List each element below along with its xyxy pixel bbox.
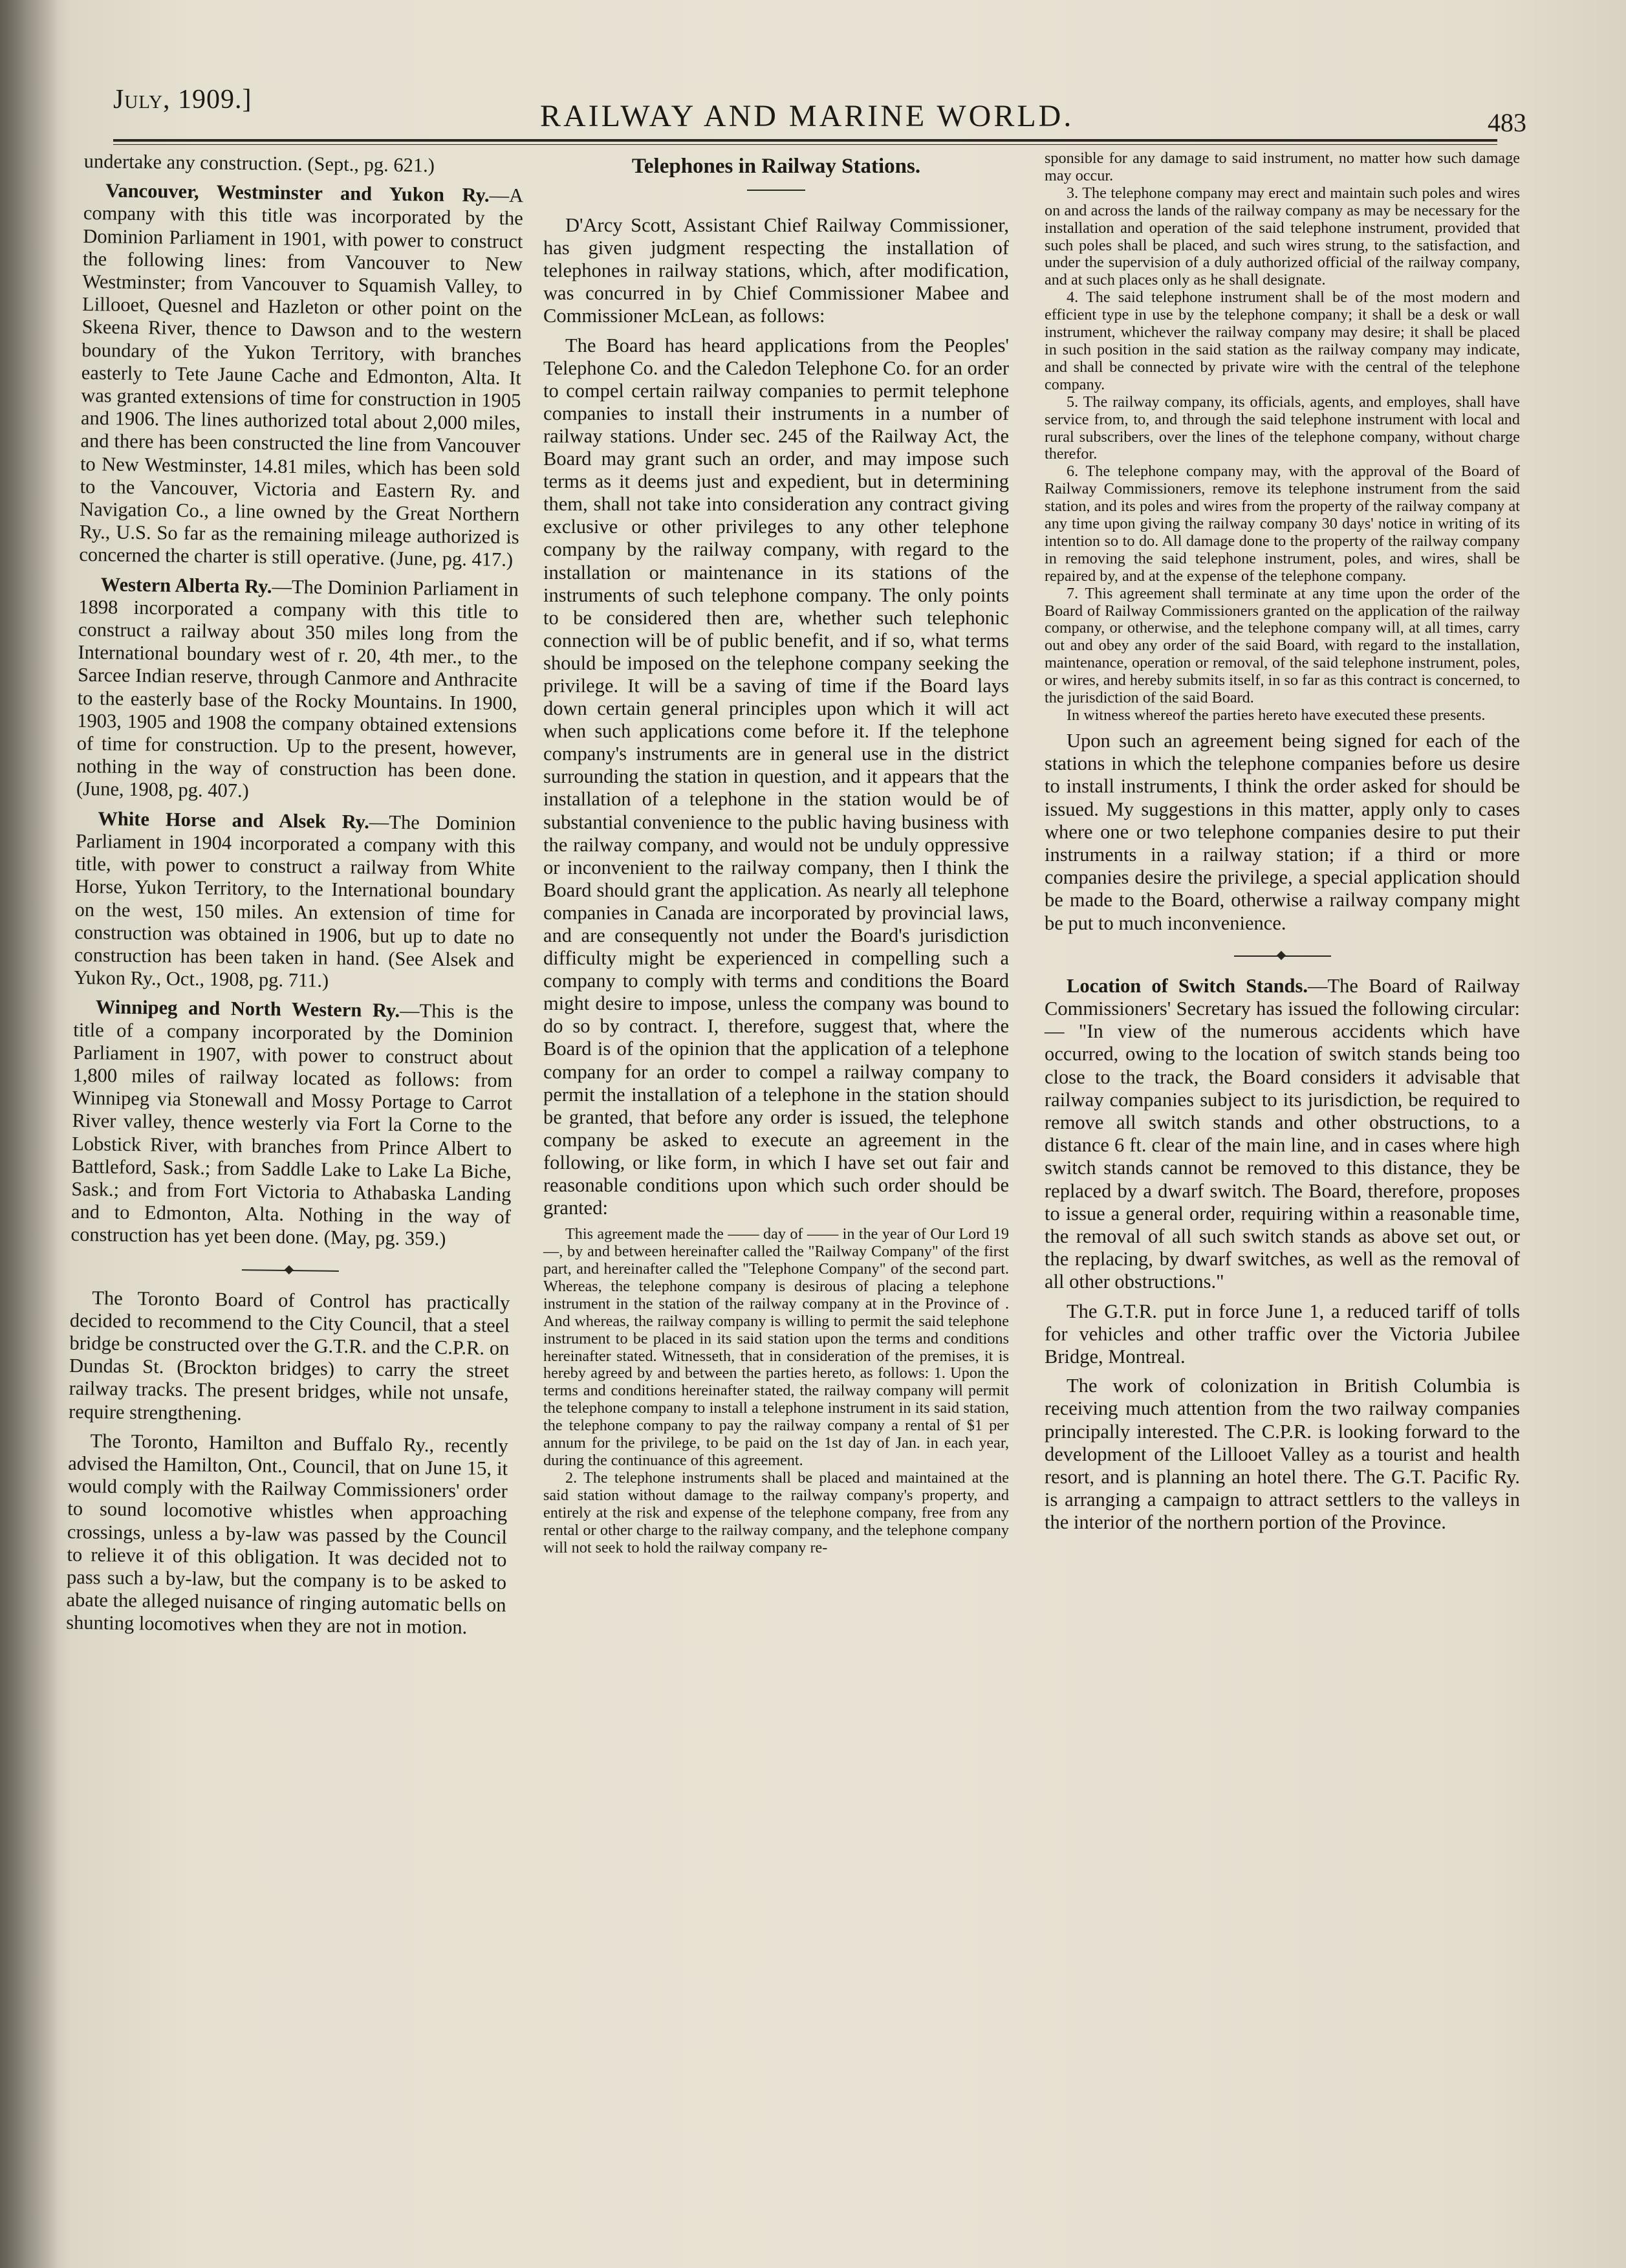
item-heading: White Horse and Alsek Ry. xyxy=(98,807,370,833)
paragraph-continuation: undertake any construction. (Sept., pg. 621.) xyxy=(83,150,435,177)
article-paragraph: The Board has heard applications from the Peoples' Telephone Co. and the Caledon Telephone Co. for an order to compel certain railway companies to permit telephone companies to install their instruments in a number of railway stations. Under sec. 245 of the Railway Act, the Board may grant such an order, and may impose such terms as it deems just and expedient, but in determining them, shall not take into consideration any contract giving exclusive or other privileges to any other telephone company by the railway company, with regard to the installation or maintenance in its stations of the instruments of such telephone company. The only points to be considered then are, whether such telephonic connection will be of public benefit, and if so, what terms should be imposed on the telephone company seeking the privilege. It will be a saving of time if the Board lays down certain general principles upon which it will act when such applications come before it. If the telephone company's instruments are in general use in the district surrounding the station in question, and it appears that the installation of a telephone in the station would be of substantial convenience to the public having business with the railway company, and would not be unduly oppressive or inconvenient to the railway company, then I think the Board should grant the application. As nearly all telephone companies in Canada are incorporated by provincial laws, and are consequently not under the Board's jurisdiction difficulty might be experienced in compelling such a company to comply with terms and conditions the Board might desire to impose, unless the company was bound to do so by contract. I, therefore, suggest that, where the Board is of the opinion that the application of a telephone company for an order to compel a railway company to permit the installation of a telephone in the station should be granted, that before any order is issued, the telephone company be asked to execute an agreement in the following, or like form, in which I have set out fair and reasonable conditions upon which such order should be granted: xyxy=(543,334,1009,1219)
item-toronto-hamilton: The Toronto, Hamilton and Buffalo Ry., recently advised the Hamilton, Ont., Council, that on June 15, it would comply with the Railway Commissioners' order to sound locomotive whistles when approaching crossings, unless a by-law was passed by the Council to relieve it of this obligation. It was decided not to pass such a by-law, but the company is to be asked to abate the alleged nuisance of ringing automatic bells on shunting locomotives when they are not in motion. xyxy=(65,1430,508,1639)
item-body: —The Board of Railway Commissioners' Secretary has issued the following circular:— "In view of the numerous accidents which have occurred, owing to the location of switch stands being too close to the track, the Board considers it advisable that railway companies subject to its jurisdiction, be required to remove all switch stands and other obstructions, to a distance 6 ft. clear of the main line, and in cases where high switch stands cannot be removed to this distance, they be replaced by a dwarf switch. The Board, therefore, proposes to issue a general order, requiring within a reasonable time, the removal of all such switch stands as above set out, or the replacing, by dwarf switches, as well as the removal of all other obstructions." xyxy=(1045,974,1520,1293)
agreement-paragraph: 6. The telephone company may, with the approval of the Board of Railway Commissioners, remove its telephone instrument from the said station, and its poles and wires from the property of the railway company at any time upon giving the railway company 30 days' notice in writing of its intention so to do. All damage done to the property of the railway company in removing the said telephone instrument, poles, and wires, shall be repaired by, and at the expense of the telephone company. xyxy=(1045,463,1520,585)
article-paragraph: Upon such an agreement being signed for each of the stations in which the telephone companies before us desire to install instruments, I think the order asked for should be issued. My suggestions in this matter, apply only to cases where one or two telephone companies desire to put their instruments in a railway station; if a third or more companies desire the privilege, a special application should be made to the Board, otherwise a railway company might be put to much inconvenience. xyxy=(1045,729,1520,934)
item-heading: Winnipeg and North Western Ry. xyxy=(95,996,400,1022)
article-paragraph: D'Arcy Scott, Assistant Chief Railway Commissioner, has given judgment respecting the installation of telephones in railway stations, which, after modification, was concurred in by Chief Commissioner Mabee and Commissioner McLean, as follows: xyxy=(543,214,1009,327)
column-right xyxy=(1045,150,1520,1541)
item-gtr-tariff: The G.T.R. put in force June 1, a reduced tariff of tolls for vehicles and other traffic over the Victoria Jubilee Bridge, Montreal. xyxy=(1045,1300,1520,1368)
column-middle xyxy=(543,150,1009,1556)
item-toronto-board: The Toronto Board of Control has practically decided to recommend to the City Council, that a steel bridge be constructed over the G.T.R. and the C.P.R. on Dundas St. (Brockton bridges) to carry the street railway tracks. The present bridges, while not unsafe, require strengthening. xyxy=(68,1286,510,1424)
page-number: 483 xyxy=(1488,108,1526,137)
agreement-paragraph: sponsible for any damage to said instrument, no matter how such damage may occur. xyxy=(1045,149,1520,184)
header-title: RAILWAY AND MARINE WORLD. xyxy=(540,99,1074,133)
column-left xyxy=(66,150,524,1646)
item-body: —This is the title of a company incorporated by the Dominion Parliament in 1907, with power to construct about 1,800 miles of railway located as follows: from Winnipeg via Stonewall and Mossy Portage to Carrot River valley, thence westerly via Fort la Corne to the Lobstick River, with branches from Prince Albert to Battleford, Sask.; from Saddle Lake to Lake La Biche, Sask.; and from Fort Victoria to Athabaska Landing and to Edmonton, Alta. Nothing in the way of construction has yet been done. (May, pg. 359.) xyxy=(70,999,514,1250)
item-heading: Vancouver, Westminster and Yukon Ry. xyxy=(105,179,490,206)
item-switch-stands xyxy=(1045,975,1520,1294)
header-rule xyxy=(113,139,1497,142)
header-rule-thin xyxy=(113,144,1497,145)
title-rule xyxy=(747,190,805,191)
item-heading: Western Alberta Ry. xyxy=(100,573,272,598)
agreement-paragraph: 7. This agreement shall terminate at any time upon the order of the Board of Railway Commissioners granted on the application of the railway company, or otherwise, and the telephone company will, at all times, carry out and obey any order of the said Board, with regard to the installation, maintenance, operation or removal, of the said telephone instrument, poles, or wires, and hereby submits itself, in so far as this contract is concerned, to the jurisdiction of the said Board. xyxy=(1045,584,1520,707)
agreement-paragraph: 3. The telephone company may erect and maintain such poles and wires on and across the lands of the railway company as may be necessary for the installation and operation of the said telephone instrument, provided that such poles shall be placed, and such wires strung, to the satisfaction, and under the supervision of a duly authorized official of the railway company, and at such places only as he shall designate. xyxy=(1045,184,1520,289)
item-colonization: The work of colonization in British Columbia is receiving much attention from the two railway companies principally interested. The C.P.R. is looking forward to the development of the Lillooet Valley as a tourist and health resort, and is planning an hotel there. The G.T. Pacific Ry. is arranging a campaign to attract settlers to the valleys in the interior of the northern portion of the Province. xyxy=(1045,1375,1520,1534)
agreement-paragraph: 4. The said telephone instrument shall be of the most modern and efficient type in use by the telephone company; it shall be a desk or wall instrument, whichever the railway company may desire; it shall be placed in such position in the said station as the railway company may indicate, and shall be connected by private wire with the central of the telephone company. xyxy=(1045,289,1520,393)
item-body: —The Dominion Parliament in 1898 incorporated a company with this title to construct a railway about 350 miles long from the International boundary west of r. 20, 4th mer., to the Sarcee Indian reserve, through Canmore and Anthracite to the easterly base of the Rocky Mountains. In 1900, 1903, 1905 and 1908 the company obtained extensions of time for construction. Up to the present, however, nothing in the way of construction has been done. (June, 1908, pg. 407.) xyxy=(76,575,519,802)
section-divider xyxy=(242,1265,339,1276)
agreement-continued xyxy=(1045,150,1520,725)
agreement-paragraph: In witness whereof the parties hereto have executed these presents. xyxy=(1067,706,1486,724)
item-heading: Location of Switch Stands. xyxy=(1067,974,1308,997)
article-title: Telephones in Railway Stations. xyxy=(631,155,921,178)
header-date: July, 1909.] xyxy=(113,85,252,114)
page-header xyxy=(113,71,1526,142)
agreement-paragraph: This agreement made the —— day of —— in the year of Our Lord 19—, by and between hereinafter called the "Railway Company" of the first part, and hereinafter called the "Telephone Company" of the second part. Whereas, the telephone company is desirous of placing a telephone instrument in the station of the railway company at in the Province of . And whereas, the railway company is willing to permit the said telephone instrument to be placed in its said station upon the terms and conditions hereinafter stated. Witnesseth, that in consideration of the premises, it is hereby agreed by and between the parties hereto, as follows: 1. Upon the terms and conditions hereinafter stated, the railway company will permit the telephone company to install a telephone instrument in its said station, the telephone company to pay the railway company a rental of $1 per annum for the privilege, to be paid on the 1st day of Jan. in each year, during the continuance of this agreement. xyxy=(543,1225,1009,1469)
agreement-paragraph: 2. The telephone instruments shall be placed and maintained at the said station without damage to the railway company's property, and entirely at the risk and expense of the telephone company, free from any rental or other charge to the railway company, and the telephone company will not seek to hold the railway company re- xyxy=(543,1468,1009,1556)
item-white-horse-alsek xyxy=(74,807,515,995)
item-vancouver-westminster-yukon xyxy=(79,179,523,572)
item-body: —The Dominion Parliament in 1904 incorporated a company with this title, with power to construct a railway from White Horse, Yukon Territory, to the International boundary on the west, 150 miles. An extension of time for construction was obtained in 1906, but up to date no construction has been taken in hand. (See Alsek and Yukon Ry., Oct., 1908, pg. 711.) xyxy=(74,811,516,992)
agreement-text xyxy=(543,1226,1009,1556)
item-western-alberta xyxy=(76,573,519,806)
binding-shadow xyxy=(0,0,58,2268)
item-winnipeg-north-western xyxy=(70,996,514,1252)
agreement-paragraph: 5. The railway company, its officials, agents, and employes, shall have service from, to, and through the said telephone instrument with local and rural subscribers, over the lines of the telephone company, without charge therefor. xyxy=(1045,393,1520,463)
item-body: —A company with this title was incorporated by the Dominion Parliament in 1901, with power to construct the following lines: from Vancouver to New Westminster; from Vancouver to Squamish Valley, to Lillooet, Quesnel and Hazleton or other point on the Skeena River, thence to Dawson and to the western boundary of the Yukon Territory, with branches easterly to Tete Jaune Cache and Edmonton, Alta. It was granted extensions of time for construction in 1905 and 1906. The lines authorized total about 2,000 miles, and there has been constructed the line from Vancouver to New Westminster, 14.81 miles, which has been sold to the Vancouver, Victoria and Eastern Ry. and Navigation Co., a line owned by the Great Northern Ry., U.S. So far as the remaining mileage authorized is concerned the charter is still operative. (June, pg. 417.) xyxy=(79,184,524,571)
section-divider xyxy=(1234,952,1331,961)
